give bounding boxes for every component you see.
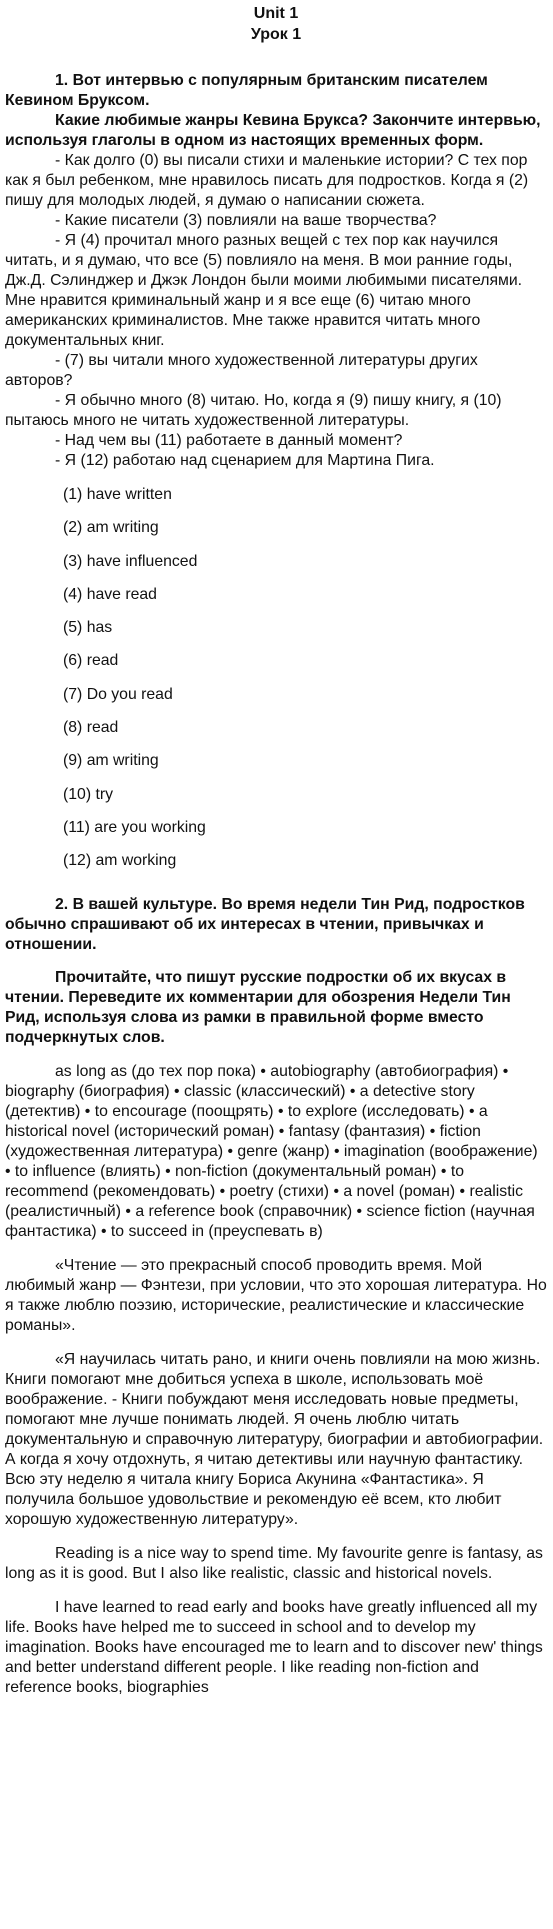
answer-item: (10) try xyxy=(63,785,114,803)
answer-item: (7) Do you read xyxy=(63,685,173,703)
answer-item: (1) have written xyxy=(63,486,172,503)
exercise1-task: Какие любимые жанры Кевина Брукса? Закончите интервью, используя глаголы в одном из настоящих временных форм. xyxy=(5,112,541,149)
exercise1-title: 1. Вот интервью с популярным британским писателем Кевином Бруксом. xyxy=(5,72,488,109)
dialog-line: - (7) вы читали много художественной литературы других авторов? xyxy=(5,352,478,389)
dialog-line: - Какие писатели (3) повлияли на ваше творчества? xyxy=(55,212,437,229)
dialog-line: - Я (12) работаю над сценарием для Мартина Пига. xyxy=(55,452,435,469)
english-translation-1: Reading is a nice way to spend time. My favourite genre is fantasy, as long as it is good. But I also like realistic, classic and historical novels. xyxy=(5,1545,543,1583)
dialog-line: - Я (4) прочитал много разных вещей с тех пор как научился читать, и я думаю, что все (5) повлияло на меня. В мои ранние годы, Дж.Д. Сэлинджер и Джэк Лондон были моими любимыми писателями. Мне нравится криминальный жанр и я все еще (6) читаю много американских криминалистов. Мне также нравится читать много документальных книг. xyxy=(5,232,523,349)
lesson-heading: Урок 1 xyxy=(250,26,302,43)
answer-item: (9) am writing xyxy=(63,752,159,770)
answer-item: (2) am writing xyxy=(63,519,159,537)
english-translation-2: I have learned to read early and books have greatly influenced all my life. Books have helped me to succeed in school and to develop my imagination. Books have encouraged me to learn and to discover new' things and better understand different people. I like reading non-fiction and reference books, biographies xyxy=(5,1599,543,1697)
answer-item: (5) has xyxy=(63,619,113,637)
answer-item: (3) have influenced xyxy=(63,552,198,570)
russian-quote-1: «Чтение — это прекрасный способ проводить время. Мой любимый жанр — Фэнтези, при условии, что это хорошая литература. Но я также люблю поэзию, исторические, реалистические и классические романы». xyxy=(5,1257,547,1335)
answer-item: (8) read xyxy=(63,719,119,737)
dialog-line: - Я обычно много (8) читаю. Но, когда я (9) пишу книгу, я (10) пытаюсь много не читать художественной литературы. xyxy=(5,392,502,429)
dialog-line: - Над чем вы (11) работаете в данный момент? xyxy=(55,432,403,449)
russian-quote-2: «Я научилась читать рано, и книги очень повлияли на мою жизнь. Книги помогают мне добиться успеха в школе, использовать моё воображение. - Книги побуждают меня исследовать новые предметы, помогают мне лучше понимать людей. Я очень люблю читать документальную и справочную литературу, биографии и автобиографии. А когда я хочу отдохнуть, я читаю детективы или научную фантастику. Всю эту неделю я читала книгу Бориса Акунина «Фантастика». Я получила большое удовольствие и рекомендую её всем, кто любит хорошую художественную литературу». xyxy=(5,1351,544,1529)
unit-heading: Unit 1 xyxy=(253,5,299,22)
answer-list xyxy=(63,485,547,871)
dialog-line: - Как долго (0) вы писали стихи и маленькие истории? С тех пор как я был ребенком, мне нравилось писать для подростков. Когда я (2) пишу для молодых людей, я думаю о написании сюжета. xyxy=(5,152,529,209)
answer-item: (6) read xyxy=(63,652,119,670)
exercise2-task: Прочитайте, что пишут русские подростки об их вкусах в чтении. Переведите их комментарии для обозрения Недели Тин Рид, используя слова из рамки в правильной форме вместо подчеркнутых слов. xyxy=(5,969,511,1047)
word-box: as long as (до тех пор пока) • autobiography (автобиография) • biography (биография) • classic (классический) • a detective story (детектив) • to encourage (поощрять) • to explore (исследовать) • a historical novel (исторический роман) • fantasy (фантазия) • fiction (художественная литература) • genre (жанр) • imagination (воображение) • to influence (влиять) • non-fiction (документальный роман) • to recommend (рекомендовать) • poetry (стихи) • a novel (роман) • realistic (реалистичный) • a reference book (справочник) • science fiction (научная фантастика) • to succeed in (преуспевать в) xyxy=(5,1063,538,1241)
answer-item: (4) have read xyxy=(63,585,157,603)
exercise1-dialog xyxy=(5,151,547,471)
answer-item: (11) are you working xyxy=(63,818,206,836)
exercise2-title: 2. В вашей культуре. Во время недели Тин Рид, подростков обычно спрашивают об их интересах в чтении, привычках и отношении. xyxy=(5,896,525,954)
answer-item: (12) am working xyxy=(63,852,177,870)
